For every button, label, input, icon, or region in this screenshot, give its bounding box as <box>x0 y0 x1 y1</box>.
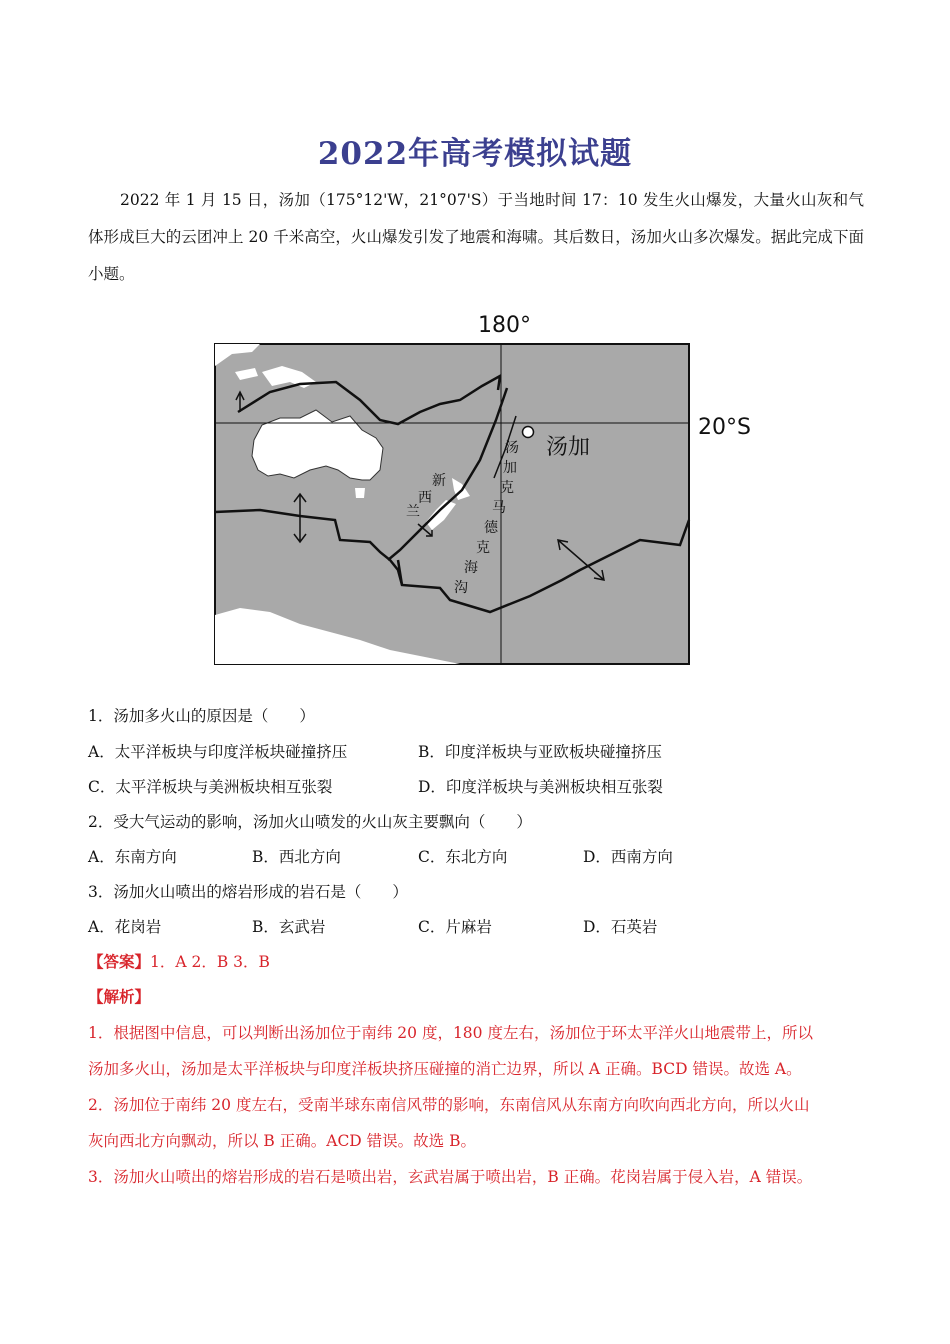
answer-line <box>88 950 864 972</box>
label-trench-8: 沟 <box>454 580 468 596</box>
tonga-marker <box>523 427 534 438</box>
analysis-label: 【解析】 <box>88 987 151 1006</box>
question-1-stem: 1．汤加多火山的原因是（ ） <box>88 707 315 725</box>
question-1-option-b: B．印度洋板块与亚欧板块碰撞挤压 <box>418 743 662 761</box>
question-2-option-a: A．东南方向 <box>88 848 177 866</box>
answer-label: 【答案】 <box>88 952 151 971</box>
analysis-line-4: 灰向西北方向飘动，所以 B 正确。ACD 错误。故选 B。 <box>88 1132 476 1150</box>
answer-text: 1．A 2．B 3．B <box>150 953 270 971</box>
label-nz-3: 兰 <box>406 504 420 520</box>
label-20s: 20°S <box>698 415 751 440</box>
question-3-stem: 3．汤加火山喷出的熔岩形成的岩石是（ ） <box>88 883 408 901</box>
question-3-option-b: B．玄武岩 <box>252 918 326 936</box>
label-trench-4: 马 <box>492 500 506 516</box>
label-tonga: 汤加 <box>546 435 591 460</box>
question-1-option-d: D．印度洋板块与美洲板块相互张裂 <box>418 778 663 796</box>
intro-paragraph: 2022 年 1 月 15 日，汤加（175°12'W，21°07'S）于当地时间 17：10 发生火山爆发，大量火山灰和气体形成巨大的云团冲上 20 千米高空，火山爆发引发了地震和海啸。其后数日，汤加火山多次爆发。据此完成下面小题。 <box>88 191 864 283</box>
question-2-option-b: B．西北方向 <box>252 848 341 866</box>
label-nz-1: 新 <box>432 473 446 489</box>
analysis-line-2: 汤加多火山，汤加是太平洋板块与印度洋板块挤压碰撞的消亡边界，所以 A 正确。BCD 错误。故选 A。 <box>88 1060 802 1078</box>
question-3-option-c: C．片麻岩 <box>418 918 492 936</box>
label-180: 180° <box>478 313 531 338</box>
label-trench-6: 克 <box>476 540 490 556</box>
analysis-line-1: 1．根据图中信息，可以判断出汤加位于南纬 20 度，180 度左右，汤加位于环太平洋火山地震带上，所以 <box>88 1024 813 1042</box>
label-trench-3: 克 <box>500 480 514 496</box>
question-2-stem: 2．受大气运动的影响，汤加火山喷发的火山灰主要飘向（ ） <box>88 813 532 831</box>
question-1-option-c: C．太平洋板块与美洲板块相互张裂 <box>88 778 333 796</box>
analysis-line-3: 2．汤加位于南纬 20 度左右，受南半球东南信风带的影响，东南信风从东南方向吹向西北方向，所以火山 <box>88 1096 810 1114</box>
analysis-line-5: 3．汤加火山喷出的熔岩形成的岩石是喷出岩，玄武岩属于喷出岩，B 正确。花岗岩属于侵入岩，A 错误。 <box>88 1168 813 1186</box>
tonga-map <box>200 300 770 680</box>
question-2-option-c: C．东北方向 <box>418 848 508 866</box>
label-trench-2: 加 <box>503 460 517 476</box>
question-3-option-a: A．花岗岩 <box>88 918 162 936</box>
question-1-option-a: A．太平洋板块与印度洋板块碰撞挤压 <box>88 743 348 761</box>
page-title: 2022年高考模拟试题 <box>317 136 633 172</box>
label-nz-2: 西 <box>418 490 432 506</box>
label-trench-7: 海 <box>464 560 478 576</box>
question-3-option-d: D．石英岩 <box>583 918 658 936</box>
label-trench-1: 汤 <box>505 440 519 456</box>
question-2-option-d: D．西南方向 <box>583 848 673 866</box>
tasmania-land <box>355 488 365 498</box>
label-trench-5: 德 <box>484 520 498 536</box>
